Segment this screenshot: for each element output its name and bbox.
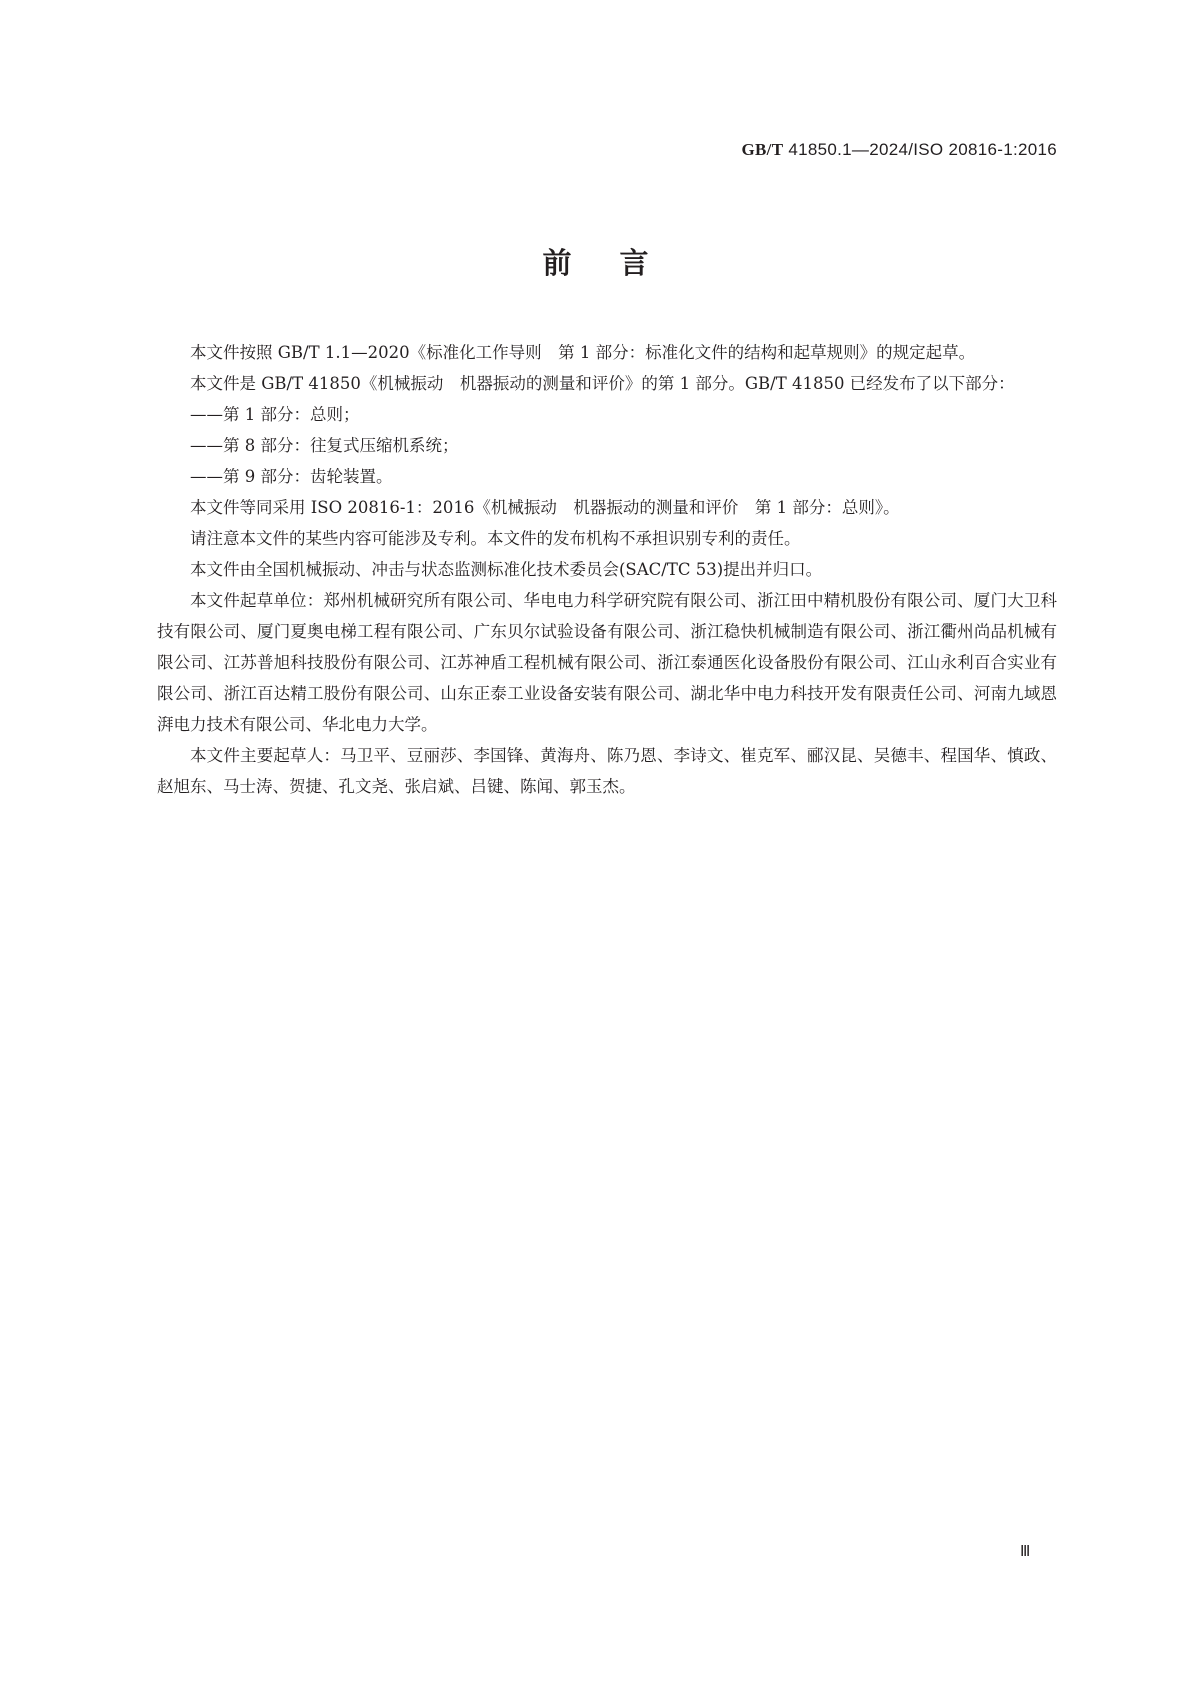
page-number: Ⅲ xyxy=(1020,1544,1030,1560)
foreword-body xyxy=(157,337,1057,802)
paragraph-iso-adoption: 本文件等同采用 ISO 20816-1：2016《机械振动 机器振动的测量和评价 第 1 部分：总则》。 xyxy=(190,498,900,517)
document-code-number: 41850.1—2024/ISO 20816-1:2016 xyxy=(783,140,1057,159)
paragraph-committee: 本文件由全国机械振动、冲击与状态监测标准化技术委员会(SAC/TC 53)提出并归口。 xyxy=(190,560,823,579)
list-item-part-1: ——第 1 部分：总则； xyxy=(190,405,360,424)
paragraph-series-info: 本文件是 GB/T 41850《机械振动 机器振动的测量和评价》的第 1 部分。GB/T 41850 已经发布了以下部分： xyxy=(190,374,1015,393)
paragraph-drafting-units: 本文件起草单位：郑州机械研究所有限公司、华电电力科学研究院有限公司、浙江田中精机股份有限公司、厦门大卫科技有限公司、厦门夏奥电梯工程有限公司、广东贝尔试验设备有限公司、浙江稳快机械制造有限公司、浙江衢州尚品机械有限公司、江苏普旭科技股份有限公司、江苏神盾工程机械有限公司、浙江泰通医化设备股份有限公司、江山永利百合实业有限公司、浙江百达精工股份有限公司、山东正泰工业设备安装有限公司、湖北华中电力科技开发有限责任公司、河南九域恩湃电力技术有限公司、华北电力大学。 xyxy=(157,591,1057,734)
document-code xyxy=(742,140,1057,160)
section-title: 前言 xyxy=(542,246,697,280)
list-item-part-9: ——第 9 部分：齿轮装置。 xyxy=(190,467,393,486)
document-code-prefix: GB/T xyxy=(741,140,784,159)
paragraph-patent-notice: 请注意本文件的某些内容可能涉及专利。本文件的发布机构不承担识别专利的责任。 xyxy=(190,529,801,548)
paragraph-drafting-rules: 本文件按照 GB/T 1.1—2020《标准化工作导则 第 1 部分：标准化文件的结构和起草规则》的规定起草。 xyxy=(190,343,976,362)
list-item-part-8: ——第 8 部分：往复式压缩机系统； xyxy=(190,436,459,455)
paragraph-drafters: 本文件主要起草人：马卫平、豆丽莎、李国锋、黄海舟、陈乃恩、李诗文、崔克军、郦汉昆、吴德丰、程国华、慎政、赵旭东、马士涛、贺捷、孔文尧、张启斌、吕键、陈闻、郭玉杰。 xyxy=(157,746,1057,796)
